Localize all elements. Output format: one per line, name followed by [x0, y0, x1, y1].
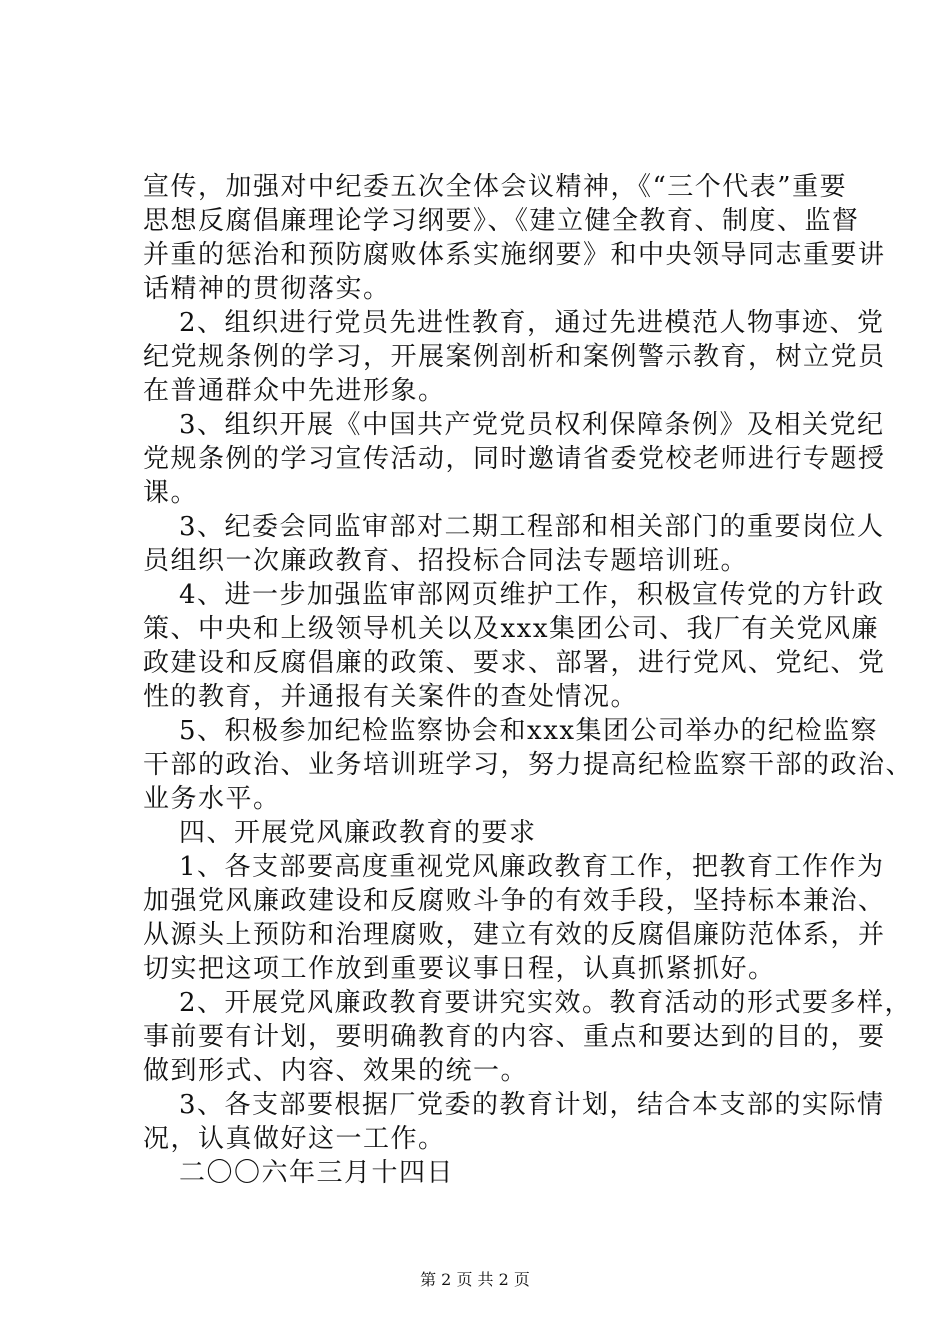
paragraph-line: 3、各支部要根据厂党委的教育计划，结合本支部的实际情: [179, 1090, 885, 1120]
paragraph-line: 事前要有计划，要明确教育的内容、重点和要达到的目的，要: [143, 1022, 886, 1052]
paragraph-line: 宣传，加强对中纪委五次全体会议精神，《“三个代表”重要: [143, 172, 848, 202]
paragraph-line: 政建设和反腐倡廉的政策、要求、部署，进行党风、党纪、党: [143, 648, 886, 678]
paragraph-line: 纪党规条例的学习，开展案例剖析和案例警示教育，树立党员: [143, 342, 886, 372]
paragraph-line: 策、中央和上级领导机关以及xxx集团公司、我厂有关党风廉: [143, 614, 879, 644]
paragraph-line: 1、各支部要高度重视党风廉政教育工作，把教育工作作为: [179, 852, 885, 882]
paragraph-line: 3、组织开展《中国共产党党员权利保障条例》及相关党纪: [179, 410, 885, 440]
paragraph-line: 2、开展党风廉政教育要讲究实效。教育活动的形式要多样，: [179, 988, 913, 1018]
paragraph-line: 加强党风廉政建设和反腐败斗争的有效手段，坚持标本兼治、: [143, 886, 886, 916]
paragraph-line: 5、积极参加纪检监察协会和xxx集团公司举办的纪检监察: [179, 716, 879, 746]
paragraph-line: 做到形式、内容、效果的统一。: [143, 1056, 529, 1086]
paragraph-line: 从源头上预防和治理腐败，建立有效的反腐倡廉防范体系，并: [143, 920, 886, 950]
paragraph-line: 性的教育，并通报有关案件的查处情况。: [143, 682, 639, 712]
paragraph-line: 2、组织进行党员先进性教育，通过先进模范人物事迹、党: [179, 308, 885, 338]
paragraph-line: 干部的政治、业务培训班学习，努力提高纪检监察干部的政治、: [143, 750, 914, 780]
paragraph-line: 3、纪委会同监审部对二期工程部和相关部门的重要岗位人: [179, 512, 885, 542]
paragraph-line: 在普通群众中先进形象。: [143, 376, 446, 406]
paragraph-line: 切实把这项工作放到重要议事日程，认真抓紧抓好。: [143, 954, 776, 984]
page-number: 第 2 页 共 2 页: [420, 1270, 530, 1289]
paragraph-line: 员组织一次廉政教育、招投标合同法专题培训班。: [143, 546, 749, 576]
paragraph-line: 并重的惩治和预防腐败体系实施纲要》和中央领导同志重要讲: [143, 240, 886, 270]
section-heading: 四、开展党风廉政教育的要求: [179, 818, 537, 848]
paragraph-line: 党规条例的学习宣传活动，同时邀请省委党校老师进行专题授: [143, 444, 886, 474]
page-footer: [0, 1270, 950, 1290]
paragraph-line: 课。: [143, 478, 199, 508]
paragraph-line: 4、进一步加强监审部网页维护工作，积极宣传党的方针政: [179, 580, 885, 610]
paragraph-line: 况，认真做好这一工作。: [143, 1124, 446, 1154]
document-body: [143, 170, 914, 1190]
paragraph-line: 思想反腐倡廉理论学习纲要》、《建立健全教育、制度、监督: [143, 206, 860, 236]
paragraph-line: 话精神的贯彻落实。: [143, 274, 391, 304]
document-date: 二〇〇六年三月十四日: [179, 1158, 455, 1188]
paragraph-line: 业务水平。: [143, 784, 281, 814]
